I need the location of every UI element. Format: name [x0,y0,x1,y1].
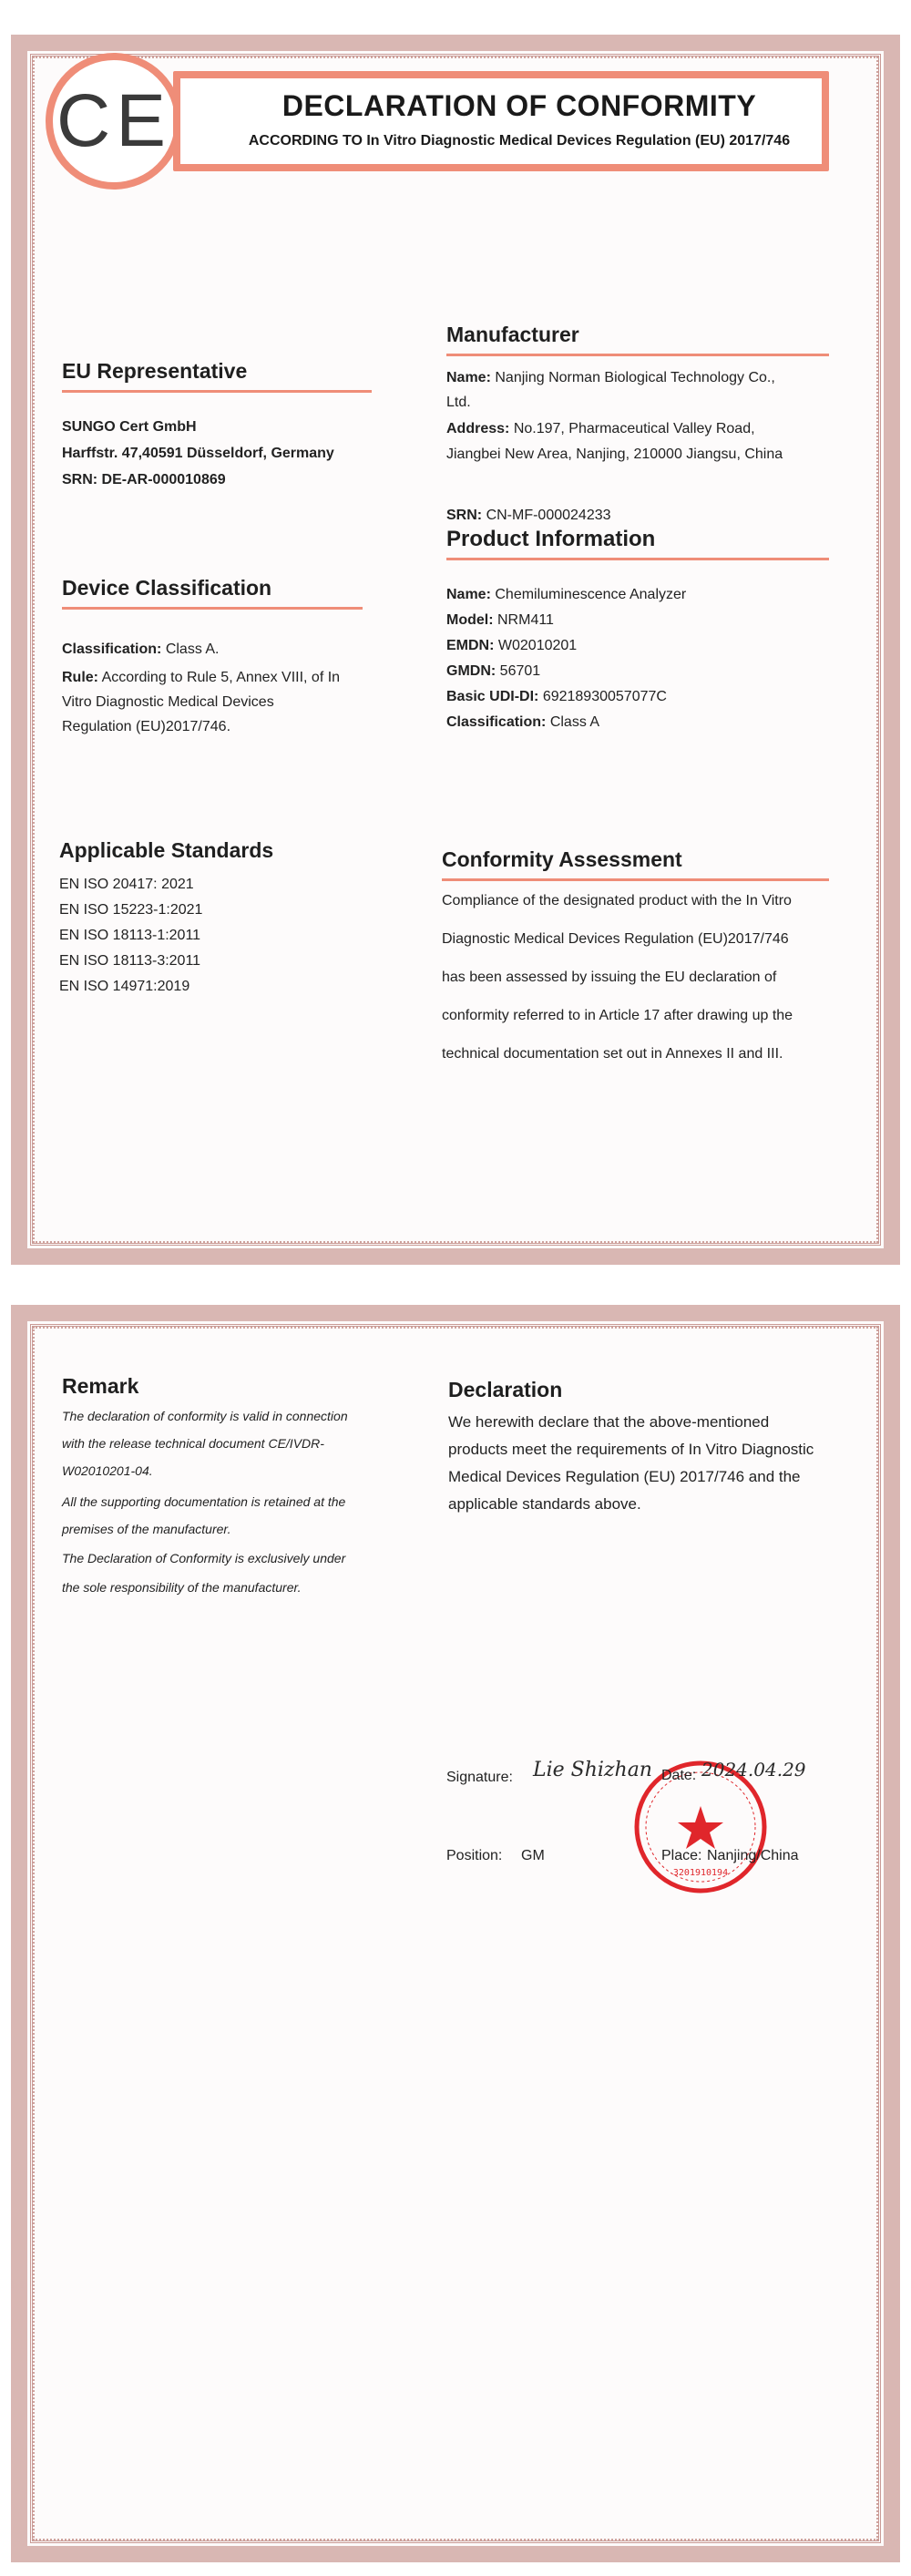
eu-rep-srn: SRN: DE-AR-000010869 [62,472,226,487]
remark-heading: Remark [62,1374,139,1398]
conformity-line: technical documentation set out in Annexes II and III. [442,1046,783,1062]
product-row-emdn: EMDN: W02010201 [446,638,578,653]
eu-representative-rule [62,390,372,393]
ce-mark-badge [46,53,182,190]
handwritten-date: 2024.04.29 [701,1759,806,1781]
standard-item: EN ISO 14971:2019 [59,979,190,994]
classification-class: Classification: Class A. [62,641,220,657]
position-value: GM [521,1848,545,1863]
place-label: Place: [661,1848,702,1863]
conformity-line: Compliance of the designated product with the In Vitro [442,893,792,908]
handwritten-signature: Lie Shizhan [533,1759,652,1781]
date-label: Date: [661,1768,697,1783]
product-information-heading: Product Information [446,527,656,551]
standard-item: EN ISO 20417: 2021 [59,877,194,892]
svg-text:3201910194: 3201910194 [672,1868,729,1878]
eu-representative-heading: EU Representative [62,359,248,383]
applicable-standards-heading: Applicable Standards [59,838,274,862]
standard-item: EN ISO 18113-1:2011 [59,928,201,943]
document-subtitle: ACCORDING TO In Vitro Diagnostic Medical Devices Regulation (EU) 2017/746 [248,133,791,149]
classification-rule-line1: Rule: According to Rule 5, Annex VIII, of In [62,670,341,685]
eu-rep-company: SUNGO Cert GmbH [62,419,197,435]
classification-rule-line2: Vitro Diagnostic Medical Devices [62,694,274,710]
remark-line: All the supporting documentation is retained at the [62,1494,346,1509]
remark-line: The Declaration of Conformity is exclusively under [62,1551,346,1565]
eu-rep-address: Harffstr. 47,40591 Düsseldorf, Germany [62,446,334,461]
manufacturer-address: Address: No.197, Pharmaceutical Valley Road, [446,421,755,436]
manufacturer-name: Name: Nanjing Norman Biological Technology Co., [446,370,775,385]
standard-item: EN ISO 18113-3:2011 [59,953,201,969]
manufacturer-srn: SRN: CN-MF-000024233 [446,508,611,523]
declaration-heading: Declaration [448,1378,563,1401]
document-title: DECLARATION OF CONFORMITY [281,89,757,122]
declaration-line: Medical Devices Regulation (EU) 2017/746 and the [448,1468,801,1485]
remark-line: with the release technical document CE/IVDR- [62,1436,324,1451]
product-row-name: Name: Chemiluminescence Analyzer [446,587,687,602]
manufacturer-heading: Manufacturer [446,323,579,346]
ce-logo: CE [56,79,171,162]
product-row-classification: Classification: Class A [446,714,600,730]
remark-line: The declaration of conformity is valid in connection [62,1409,348,1423]
signature-label: Signature: [446,1770,513,1785]
place-value: Nanjing/China [707,1848,799,1863]
conformity-line: Diagnostic Medical Devices Regulation (EU)2017/746 [442,931,789,947]
manufacturer-rule [446,354,829,356]
standard-item: EN ISO 15223-1:2021 [59,902,203,918]
conformity-assessment-rule [442,878,829,881]
conformity-line: conformity referred to in Article 17 after drawing up the [442,1008,793,1023]
remark-line: W02010201-04. [62,1463,153,1478]
position-label: Position: [446,1848,503,1863]
conformity-assessment-heading: Conformity Assessment [442,847,682,871]
product-row-udi: Basic UDI-DI: 69218930057077C [446,689,667,704]
product-row-model: Model: NRM411 [446,612,554,628]
device-classification-rule [62,607,363,610]
device-classification-heading: Device Classification [62,576,272,600]
declaration-line: products meet the requirements of In Vitro Diagnostic [448,1441,814,1458]
declaration-line: applicable standards above. [448,1495,641,1513]
product-row-gmdn: GMDN: 56701 [446,663,541,679]
manufacturer-address-cont: Jiangbei New Area, Nanjing, 210000 Jiangsu, China [446,446,783,462]
seal-star-icon [678,1806,723,1849]
remark-line: the sole responsibility of the manufacturer. [62,1580,302,1595]
conformity-line: has been assessed by issuing the EU declaration of [442,970,777,985]
manufacturer-name-cont: Ltd. [446,395,471,410]
classification-rule-line3: Regulation (EU)2017/746. [62,719,231,734]
product-information-rule [446,558,829,560]
declaration-line: We herewith declare that the above-mentioned [448,1413,770,1431]
remark-line: premises of the manufacturer. [62,1522,231,1536]
